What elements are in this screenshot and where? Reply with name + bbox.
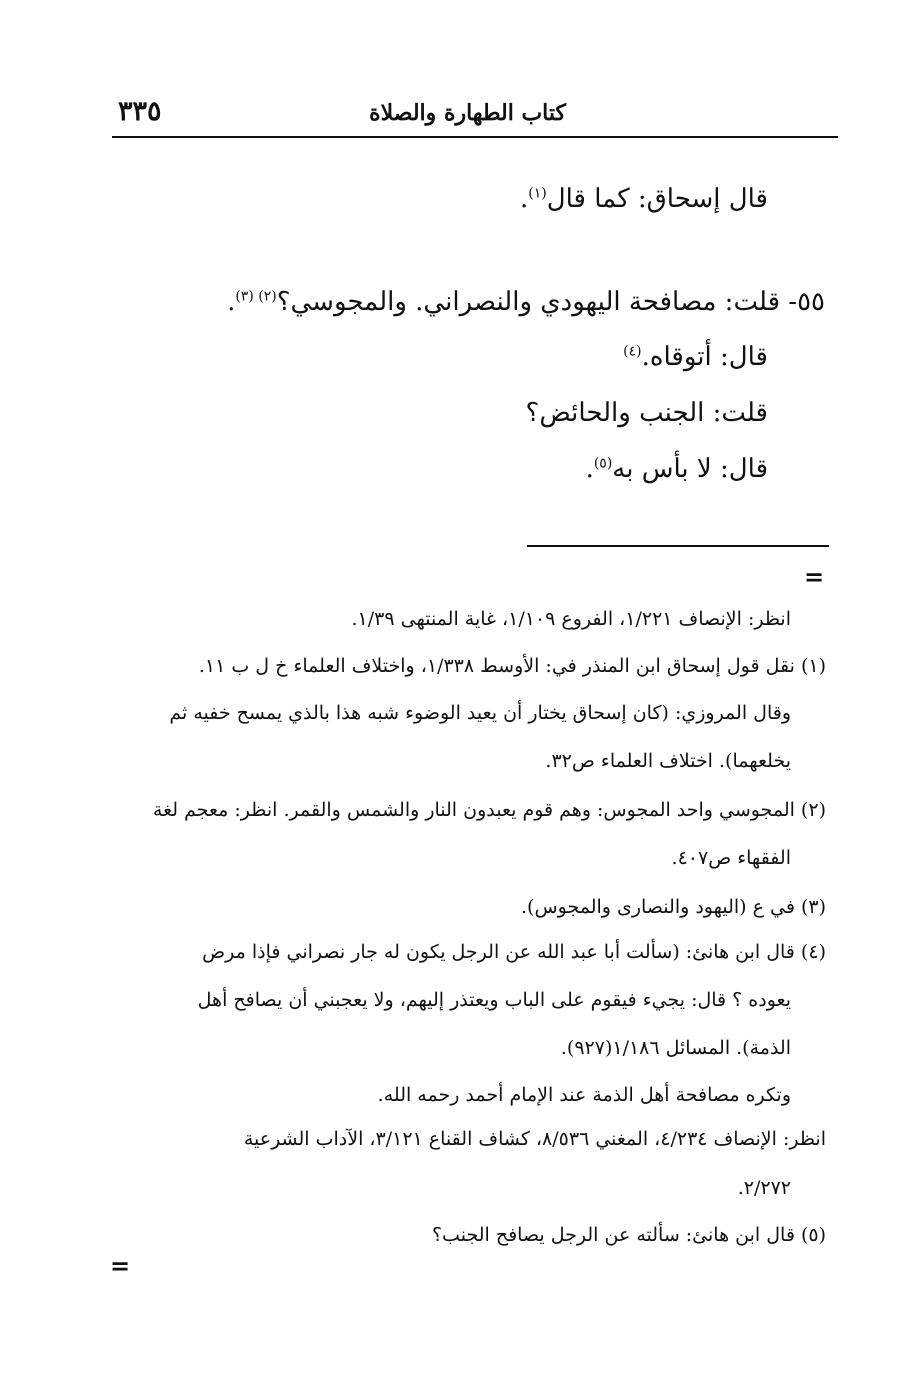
text-line-ishaq-end: . (520, 184, 529, 214)
footnote-2-line-1: (٢) المجوسي واحد المجوس: وهم قوم يعبدون النار والشمس والقمر. انظر: معجم لغة (152, 799, 826, 821)
text-line-ishaq-text: قال إسحاق: كما قال (546, 184, 768, 214)
footnote-carryover: انظر: الإنصاف ١/٢٢١، الفروع ١/١٠٩، غاية المنتهى ١/٣٩. (351, 608, 791, 630)
question-2 (526, 398, 768, 428)
answer-1-text: قال: أتوقاه. (641, 342, 768, 372)
footnote-separator (527, 545, 829, 547)
question-55-text: ٥٥- قلت: مصافحة اليهودي والنصراني. والمجوسي؟ (276, 287, 825, 317)
footnote-4-line-1: (٤) قال ابن هانئ: (سألت أبا عبد الله عن الرجل يكون له جار نصراني فإذا مرض (202, 941, 826, 963)
footnote-1-line-3: يخلعهما). اختلاف العلماء ص٣٢. (545, 750, 791, 772)
footnote-ref-2-3: (٢) (٣) (235, 288, 277, 305)
footnote-3: (٣) في ع (اليهود والنصارى والمجوس). (521, 896, 826, 918)
footnote-1-line-2: وقال المروزي: (كان إسحاق يختار أن يعيد الوضوء شبه هذا بالذي يمسح خفيه ثم (169, 702, 791, 724)
footnote-ref-5: (٥) (593, 455, 613, 472)
continuation-mark-bottom: = (110, 1252, 131, 1280)
footnote-5: (٥) قال ابن هانئ: سألته عن الرجل يصافح الجنب؟ (431, 1224, 826, 1246)
running-title: كتاب الطهارة والصلاة (369, 100, 566, 126)
answer-1 (623, 342, 768, 372)
question-55-end: . (227, 287, 236, 317)
footnote-ref-4: (٤) (623, 343, 642, 360)
answer-2-end: . (585, 454, 594, 484)
header-rule (112, 136, 838, 138)
footnote-1-line-1: (١) نقل قول إسحاق ابن المنذر في: الأوسط ١/٣٣٨، واختلاف العلماء خ ل ب ١١. (198, 655, 826, 677)
question-2-text: قلت: الجنب والحائض؟ (525, 398, 768, 428)
footnote-4-line-6: ٢/٢٧٢. (737, 1177, 791, 1199)
running-header (112, 92, 838, 132)
continuation-mark-top: = (804, 563, 825, 591)
footnote-4-line-4: وتكره مصافحة أهل الذمة عند الإمام أحمد رحمه الله. (377, 1084, 791, 1106)
answer-2-text: قال: لا بأس به (612, 454, 768, 484)
footnote-2-line-2: الفقهاء ص٤٠٧. (671, 847, 791, 869)
footnote-4-line-5: انظر: الإنصاف ٤/٢٣٤، المغني ٨/٥٣٦، كشاف القناع ٣/١٢١، الآداب الشرعية (243, 1128, 826, 1150)
footnote-4-line-3: الذمة). المسائل ١/١٨٦(٩٢٧). (560, 1037, 791, 1059)
question-55 (227, 287, 825, 317)
page-number: ٣٣٥ (118, 96, 162, 127)
footnote-ref-1: (١) (528, 185, 547, 202)
text-line-ishaq (520, 184, 768, 214)
answer-2 (586, 454, 768, 484)
footnote-4-line-2: يعوده ؟ قال: يجيء فيقوم على الباب ويعتذر إليهم، ولا يعجبني أن يصافح أهل (197, 989, 791, 1011)
